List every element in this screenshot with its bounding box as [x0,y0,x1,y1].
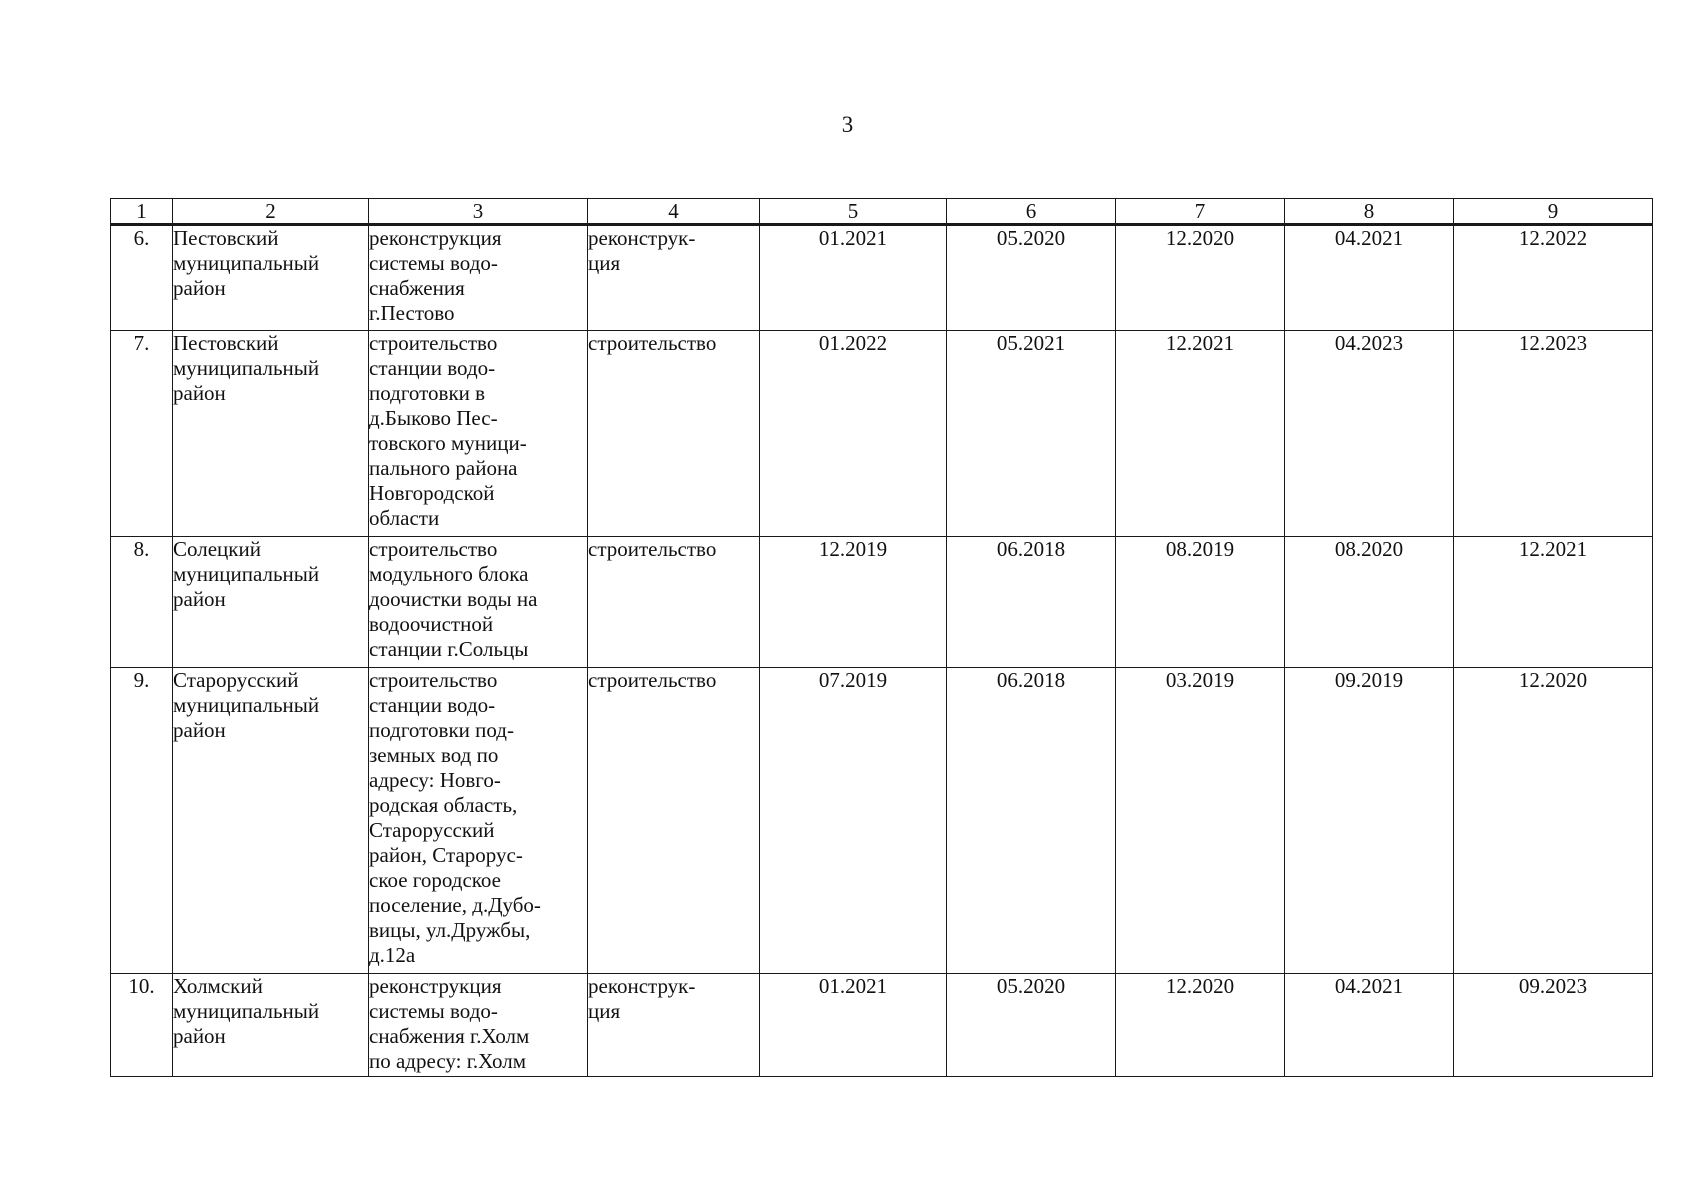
district-text: Пестовский муниципальный район [173,331,320,405]
date-cell-col8: 08.2020 [1285,537,1454,668]
district-text: Старорусский муниципальный район [173,668,320,742]
district-cell [173,225,369,331]
object-cell [369,225,588,331]
date-cell-col7: 08.2019 [1116,537,1285,668]
type-text: реконструк- ция [588,226,696,275]
row-number: 8. [111,537,173,668]
table-row [111,668,1653,974]
object-cell [369,668,588,974]
row-number: 6. [111,225,173,331]
date-cell-col9: 12.2022 [1454,225,1653,331]
district-text: Солецкий муниципальный район [173,537,320,611]
column-header: 8 [1285,199,1454,225]
district-cell [173,331,369,537]
column-header: 2 [173,199,369,225]
column-header: 5 [760,199,947,225]
object-text: реконструкция системы водо- снабжения г.Пестово [369,226,502,325]
object-text: строительство станции водо- подготовки в д.Быково Пес- товского муници- пального района Новгородской области [369,331,527,530]
object-cell [369,974,588,1077]
date-cell-col6: 05.2020 [947,225,1116,331]
date-cell-col9: 12.2021 [1454,537,1653,668]
object-cell [369,331,588,537]
district-cell [173,537,369,668]
date-cell-col7: 12.2020 [1116,974,1285,1077]
district-text: Пестовский муниципальный район [173,226,320,300]
row-number: 7. [111,331,173,537]
type-text: строительство [588,331,717,355]
column-header: 6 [947,199,1116,225]
column-header: 3 [369,199,588,225]
type-cell [588,668,760,974]
date-cell-col9: 12.2023 [1454,331,1653,537]
object-text: строительство станции водо- подготовки под- земных вод по адресу: Новго- родская область, Старорусский район, Старорус- ское городское поселение, д.Дубо- вицы, ул.Дружбы, д.12а [369,668,541,967]
date-cell-col7: 12.2021 [1116,331,1285,537]
date-cell-col6: 06.2018 [947,537,1116,668]
date-cell-col6: 05.2021 [947,331,1116,537]
date-cell-col8: 04.2021 [1285,974,1454,1077]
date-cell-col5: 01.2022 [760,331,947,537]
date-cell-col7: 12.2020 [1116,225,1285,331]
table-row [111,974,1653,1077]
district-cell [173,668,369,974]
date-cell-col5: 12.2019 [760,537,947,668]
type-cell [588,331,760,537]
object-text: реконструкция системы водо- снабжения г.Холм по адресу: г.Холм [369,974,530,1073]
date-cell-col6: 05.2020 [947,974,1116,1077]
date-cell-col8: 09.2019 [1285,668,1454,974]
date-cell-col6: 06.2018 [947,668,1116,974]
row-number: 9. [111,668,173,974]
column-header: 7 [1116,199,1285,225]
date-cell-col9: 09.2023 [1454,974,1653,1077]
date-cell-col5: 01.2021 [760,225,947,331]
date-cell-col8: 04.2023 [1285,331,1454,537]
row-number: 10. [111,974,173,1077]
date-cell-col5: 01.2021 [760,974,947,1077]
type-cell [588,974,760,1077]
table-row [111,537,1653,668]
date-cell-col9: 12.2020 [1454,668,1653,974]
column-header: 4 [588,199,760,225]
table-row [111,225,1653,331]
date-cell-col8: 04.2021 [1285,225,1454,331]
type-text: строительство [588,668,717,692]
district-text: Холмский муниципальный район [173,974,320,1048]
table-row [111,331,1653,537]
column-header: 9 [1454,199,1653,225]
type-text: реконструк- ция [588,974,696,1023]
type-cell [588,537,760,668]
date-cell-col5: 07.2019 [760,668,947,974]
district-cell [173,974,369,1077]
type-cell [588,225,760,331]
date-cell-col7: 03.2019 [1116,668,1285,974]
table-header-row [111,199,1653,225]
object-text: строительство модульного блока доочистки воды на водоочистной станции г.Сольцы [369,537,538,661]
schedule-table [110,198,1653,1077]
column-header: 1 [111,199,173,225]
type-text: строительство [588,537,717,561]
object-cell [369,537,588,668]
page-number: 3 [841,112,854,137]
